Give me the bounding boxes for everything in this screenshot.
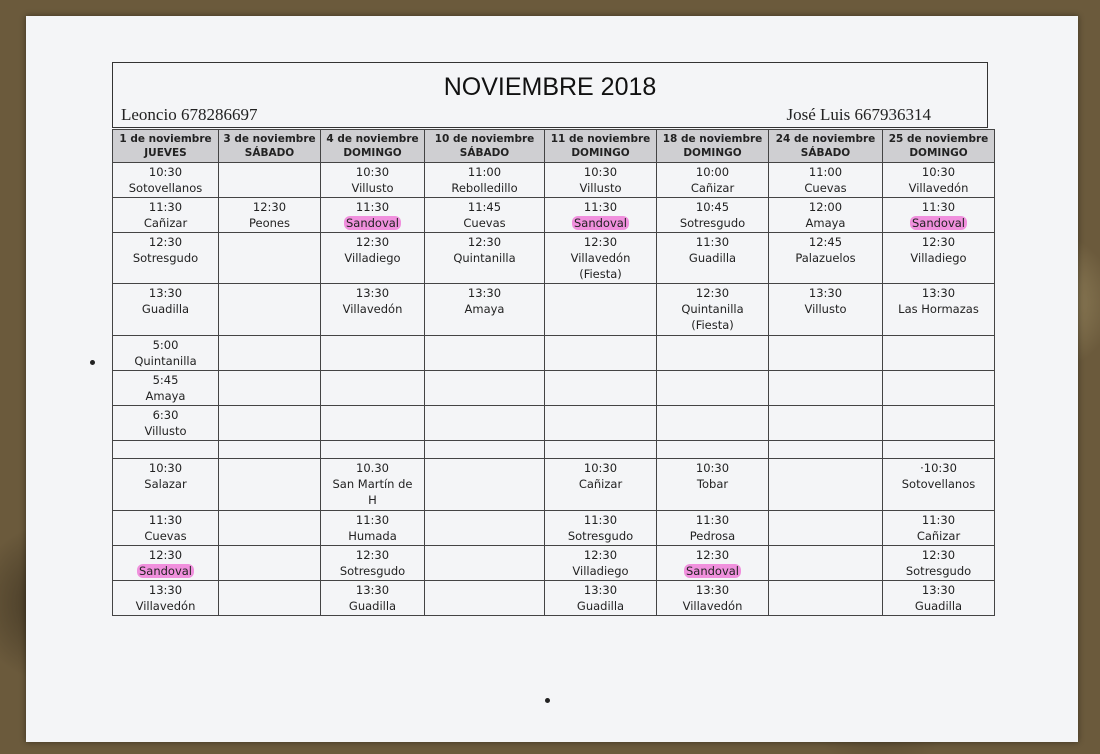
mass-time: 13:30 <box>148 286 183 300</box>
column-weekday: SÁBADO <box>244 147 295 159</box>
mass-time: 12:30 <box>921 548 956 562</box>
mass-time: 12:45 <box>808 235 843 249</box>
schedule-cell <box>545 546 657 581</box>
village-name: Amaya <box>805 216 846 230</box>
village-name: Cuevas <box>804 181 847 195</box>
schedule-cell <box>113 233 219 284</box>
schedule-cell <box>425 336 545 371</box>
schedule-cell <box>769 371 883 406</box>
village-name: (Fiesta) <box>579 267 622 281</box>
mass-time: 11:30 <box>148 513 183 527</box>
table-row <box>113 163 995 198</box>
mass-time: 11:30 <box>583 513 618 527</box>
schedule-cell <box>657 459 769 511</box>
schedule-cell <box>321 511 425 546</box>
schedule-cell <box>657 441 769 459</box>
table-row <box>113 284 995 336</box>
village-name: Humada <box>348 529 397 543</box>
column-date: 18 de noviembre <box>662 133 763 145</box>
schedule-cell <box>883 581 995 616</box>
table-row <box>113 233 995 284</box>
village-name: Tobar <box>696 477 729 491</box>
mass-time: 13:30 <box>921 583 956 597</box>
mass-time: 13:30 <box>467 286 502 300</box>
schedule-cell <box>425 459 545 511</box>
village-name: Guadilla <box>688 251 737 265</box>
mass-time: ·10:30 <box>920 461 957 475</box>
village-name: Quintanilla <box>134 354 197 368</box>
village-name: Quintanilla <box>681 302 744 316</box>
column-header <box>657 130 769 163</box>
village-name: Villavedón <box>570 251 631 265</box>
highlight-mark: Sandoval <box>138 564 193 578</box>
contact-leoncio: Leoncio 678286697 <box>121 105 258 124</box>
village-name: Cañizar <box>578 477 623 491</box>
page-title: NOVIEMBRE 2018 <box>443 73 657 101</box>
table-row <box>113 336 995 371</box>
schedule-cell <box>425 511 545 546</box>
contact-jose-luis: José Luis 667936314 <box>786 105 931 124</box>
schedule-cell <box>321 336 425 371</box>
schedule-cell <box>769 336 883 371</box>
schedule-cell <box>545 198 657 233</box>
schedule-cell <box>657 163 769 198</box>
column-weekday: DOMINGO <box>683 147 742 159</box>
mass-time: 11:30 <box>921 513 956 527</box>
schedule-cell <box>769 546 883 581</box>
schedule-cell <box>657 546 769 581</box>
village-name: Sotresgudo <box>339 564 406 578</box>
mass-time: 11:30 <box>695 235 730 249</box>
village-name: Sotovellanos <box>901 477 976 491</box>
mass-time: 11:00 <box>808 165 843 179</box>
schedule-cell <box>321 284 425 336</box>
mass-time: 11:30 <box>695 513 730 527</box>
mass-time: 12:30 <box>148 548 183 562</box>
village-name: Guadilla <box>576 599 625 613</box>
header-row <box>113 130 995 163</box>
column-weekday: SÁBADO <box>459 147 510 159</box>
schedule-cell <box>545 406 657 441</box>
schedule-cell <box>657 406 769 441</box>
schedule-cell <box>883 336 995 371</box>
mass-time: 12:30 <box>695 548 730 562</box>
schedule-cell <box>321 406 425 441</box>
village-name: Las Hormazas <box>898 302 979 316</box>
village-name: Villusto <box>579 181 622 195</box>
village-name: Villusto <box>351 181 394 195</box>
schedule-cell <box>321 546 425 581</box>
schedule-cell <box>883 233 995 284</box>
table-row <box>113 371 995 406</box>
schedule-cell <box>425 406 545 441</box>
schedule-cell <box>219 371 321 406</box>
schedule-cell <box>769 441 883 459</box>
village-name: Cañizar <box>143 216 188 230</box>
highlight-mark: Sandoval <box>573 216 628 230</box>
schedule-cell <box>113 284 219 336</box>
table-row <box>113 441 995 459</box>
mass-time: 5:00 <box>152 338 179 352</box>
schedule-cell <box>219 511 321 546</box>
column-weekday: DOMINGO <box>571 147 630 159</box>
mass-time: 12:00 <box>808 200 843 214</box>
mass-time: 10:30 <box>583 165 618 179</box>
schedule-cell <box>113 581 219 616</box>
schedule-cell <box>113 371 219 406</box>
mass-time: 13:30 <box>808 286 843 300</box>
schedule-cell <box>545 459 657 511</box>
mass-time: 10:30 <box>148 165 183 179</box>
schedule-cell <box>219 581 321 616</box>
schedule-cell <box>113 441 219 459</box>
schedule-cell <box>545 163 657 198</box>
schedule-cell <box>113 511 219 546</box>
mass-time: 12:30 <box>148 235 183 249</box>
highlight-mark: Sandoval <box>911 216 966 230</box>
schedule-cell <box>219 336 321 371</box>
village-name: Cuevas <box>463 216 506 230</box>
table-row <box>113 546 995 581</box>
schedule-cell <box>657 284 769 336</box>
column-header <box>769 130 883 163</box>
mass-time: 11:30 <box>355 200 390 214</box>
schedule-cell <box>883 198 995 233</box>
mass-time: 11:30 <box>583 200 618 214</box>
column-date: 10 de noviembre <box>434 133 535 145</box>
village-name: Villavedón <box>342 302 403 316</box>
mass-time: 11:30 <box>148 200 183 214</box>
mass-time: 12:30 <box>921 235 956 249</box>
schedule-cell <box>425 198 545 233</box>
schedule-cell <box>113 163 219 198</box>
schedule-cell <box>219 406 321 441</box>
schedule-cell <box>321 459 425 511</box>
table-row <box>113 198 995 233</box>
mass-time: 13:30 <box>355 286 390 300</box>
column-date: 11 de noviembre <box>550 133 651 145</box>
schedule-cell <box>425 441 545 459</box>
mass-time: 12:30 <box>355 548 390 562</box>
table-row <box>113 581 995 616</box>
schedule-cell <box>219 441 321 459</box>
column-weekday: JUEVES <box>144 147 187 159</box>
table-row <box>113 406 995 441</box>
mass-time: 10:30 <box>695 461 730 475</box>
schedule-cell <box>883 459 995 511</box>
mass-time: 12:30 <box>695 286 730 300</box>
village-name <box>659 563 766 579</box>
village-name: Guadilla <box>348 599 397 613</box>
column-weekday: DOMINGO <box>343 147 402 159</box>
village-name: Salazar <box>144 477 187 491</box>
mass-time: 10:00 <box>695 165 730 179</box>
column-header <box>219 130 321 163</box>
village-name: Peones <box>249 216 290 230</box>
schedule-cell <box>769 511 883 546</box>
mass-time: 11:30 <box>921 200 956 214</box>
village-name: Sotresgudo <box>679 216 746 230</box>
village-name: Amaya <box>464 302 505 316</box>
pin-hole <box>545 698 550 703</box>
schedule-cell <box>321 163 425 198</box>
schedule-cell <box>321 233 425 284</box>
schedule-cell <box>545 233 657 284</box>
mass-time: 6:30 <box>152 408 179 422</box>
mass-time: 13:30 <box>921 286 956 300</box>
schedule-cell <box>425 163 545 198</box>
mass-time: 10:30 <box>583 461 618 475</box>
mass-time: 10:45 <box>695 200 730 214</box>
column-header <box>321 130 425 163</box>
village-name: Villadiego <box>572 564 629 578</box>
schedule-cell <box>657 371 769 406</box>
village-name <box>885 215 992 231</box>
mass-time: 13:30 <box>355 583 390 597</box>
village-name: Rebolledillo <box>451 181 518 195</box>
village-name: Villadiego <box>910 251 967 265</box>
village-name: Villavedón <box>135 599 196 613</box>
mass-time: 10:30 <box>148 461 183 475</box>
schedule-cell <box>769 198 883 233</box>
schedule-cell <box>321 371 425 406</box>
schedule-cell <box>219 163 321 198</box>
village-name: Villusto <box>804 302 847 316</box>
village-name: Villusto <box>144 424 187 438</box>
mass-time: 12:30 <box>355 235 390 249</box>
village-name <box>323 215 422 231</box>
schedule-cell <box>219 546 321 581</box>
schedule-cell <box>545 581 657 616</box>
schedule-cell <box>883 406 995 441</box>
schedule-cell <box>883 163 995 198</box>
column-date: 24 de noviembre <box>775 133 876 145</box>
schedule-cell <box>769 233 883 284</box>
mass-time: 12:30 <box>583 235 618 249</box>
column-date: 1 de noviembre <box>119 133 212 145</box>
mass-time: 11:00 <box>467 165 502 179</box>
schedule-cell <box>883 511 995 546</box>
schedule-cell <box>657 233 769 284</box>
highlight-mark: Sandoval <box>345 216 400 230</box>
village-name: Villadiego <box>344 251 401 265</box>
village-name: H <box>368 493 377 507</box>
mass-time: 13:30 <box>148 583 183 597</box>
schedule-cell <box>769 284 883 336</box>
mass-time: 5:45 <box>152 373 179 387</box>
schedule-cell <box>425 581 545 616</box>
schedule-cell <box>219 198 321 233</box>
column-header <box>113 130 219 163</box>
schedule-cell <box>219 284 321 336</box>
table-row <box>113 459 995 511</box>
schedule-cell <box>425 233 545 284</box>
mass-time: 12:30 <box>583 548 618 562</box>
mass-time: 13:30 <box>583 583 618 597</box>
schedule-cell <box>883 441 995 459</box>
schedule-cell <box>657 581 769 616</box>
village-name: Amaya <box>145 389 186 403</box>
schedule-cell <box>545 336 657 371</box>
village-name <box>547 215 654 231</box>
schedule-cell <box>883 284 995 336</box>
column-header <box>883 130 995 163</box>
pin-hole <box>90 360 95 365</box>
column-date: 3 de noviembre <box>223 133 316 145</box>
mass-time: 11:30 <box>355 513 390 527</box>
village-name: Villavedón <box>682 599 743 613</box>
schedule-cell <box>545 284 657 336</box>
table-row <box>113 511 995 546</box>
schedule-cell <box>113 336 219 371</box>
village-name: Cañizar <box>690 181 735 195</box>
village-name <box>115 563 216 579</box>
village-name: Quintanilla <box>453 251 516 265</box>
column-date: 25 de noviembre <box>888 133 989 145</box>
schedule-cell <box>321 441 425 459</box>
schedule-cell <box>769 406 883 441</box>
schedule-cell <box>425 371 545 406</box>
schedule-cell <box>545 441 657 459</box>
mass-time: 12:30 <box>252 200 287 214</box>
schedule-cell <box>321 581 425 616</box>
highlight-mark: Sandoval <box>685 564 740 578</box>
village-name: Guadilla <box>914 599 963 613</box>
village-name: Cañizar <box>916 529 961 543</box>
village-name: Sotresgudo <box>567 529 634 543</box>
schedule-cell <box>657 198 769 233</box>
schedule-cell <box>769 163 883 198</box>
column-header <box>425 130 545 163</box>
column-date: 4 de noviembre <box>326 133 419 145</box>
village-name: Pedrosa <box>689 529 736 543</box>
village-name: Cuevas <box>144 529 187 543</box>
schedule-cell <box>545 511 657 546</box>
village-name: San Martín de <box>332 477 413 491</box>
schedule-cell <box>425 546 545 581</box>
schedule-cell <box>425 284 545 336</box>
village-name: Sotovellanos <box>128 181 203 195</box>
schedule-table <box>112 129 995 616</box>
schedule-cell <box>883 546 995 581</box>
schedule-cell <box>769 581 883 616</box>
schedule-cell <box>219 459 321 511</box>
mass-time: 12:30 <box>467 235 502 249</box>
mass-time: 10.30 <box>356 461 389 475</box>
village-name: Villavedón <box>908 181 969 195</box>
village-name: Palazuelos <box>795 251 856 265</box>
schedule-cell <box>545 371 657 406</box>
mass-time: 11:45 <box>467 200 502 214</box>
mass-time: 10:30 <box>355 165 390 179</box>
village-name: Guadilla <box>141 302 190 316</box>
village-name: (Fiesta) <box>691 318 734 332</box>
schedule-cell <box>657 511 769 546</box>
schedule-cell <box>219 233 321 284</box>
schedule-cell <box>883 371 995 406</box>
column-header <box>545 130 657 163</box>
mass-time: 13:30 <box>695 583 730 597</box>
village-name: Sotresgudo <box>132 251 199 265</box>
schedule-cell <box>113 198 219 233</box>
mass-time: 10:30 <box>921 165 956 179</box>
schedule-cell <box>769 459 883 511</box>
schedule-cell <box>321 198 425 233</box>
schedule-cell <box>657 336 769 371</box>
header-box <box>112 62 988 128</box>
schedule-cell <box>113 546 219 581</box>
village-name: Sotresgudo <box>905 564 972 578</box>
schedule-cell <box>113 406 219 441</box>
column-weekday: SÁBADO <box>800 147 851 159</box>
schedule-cell <box>113 459 219 511</box>
column-weekday: DOMINGO <box>909 147 968 159</box>
